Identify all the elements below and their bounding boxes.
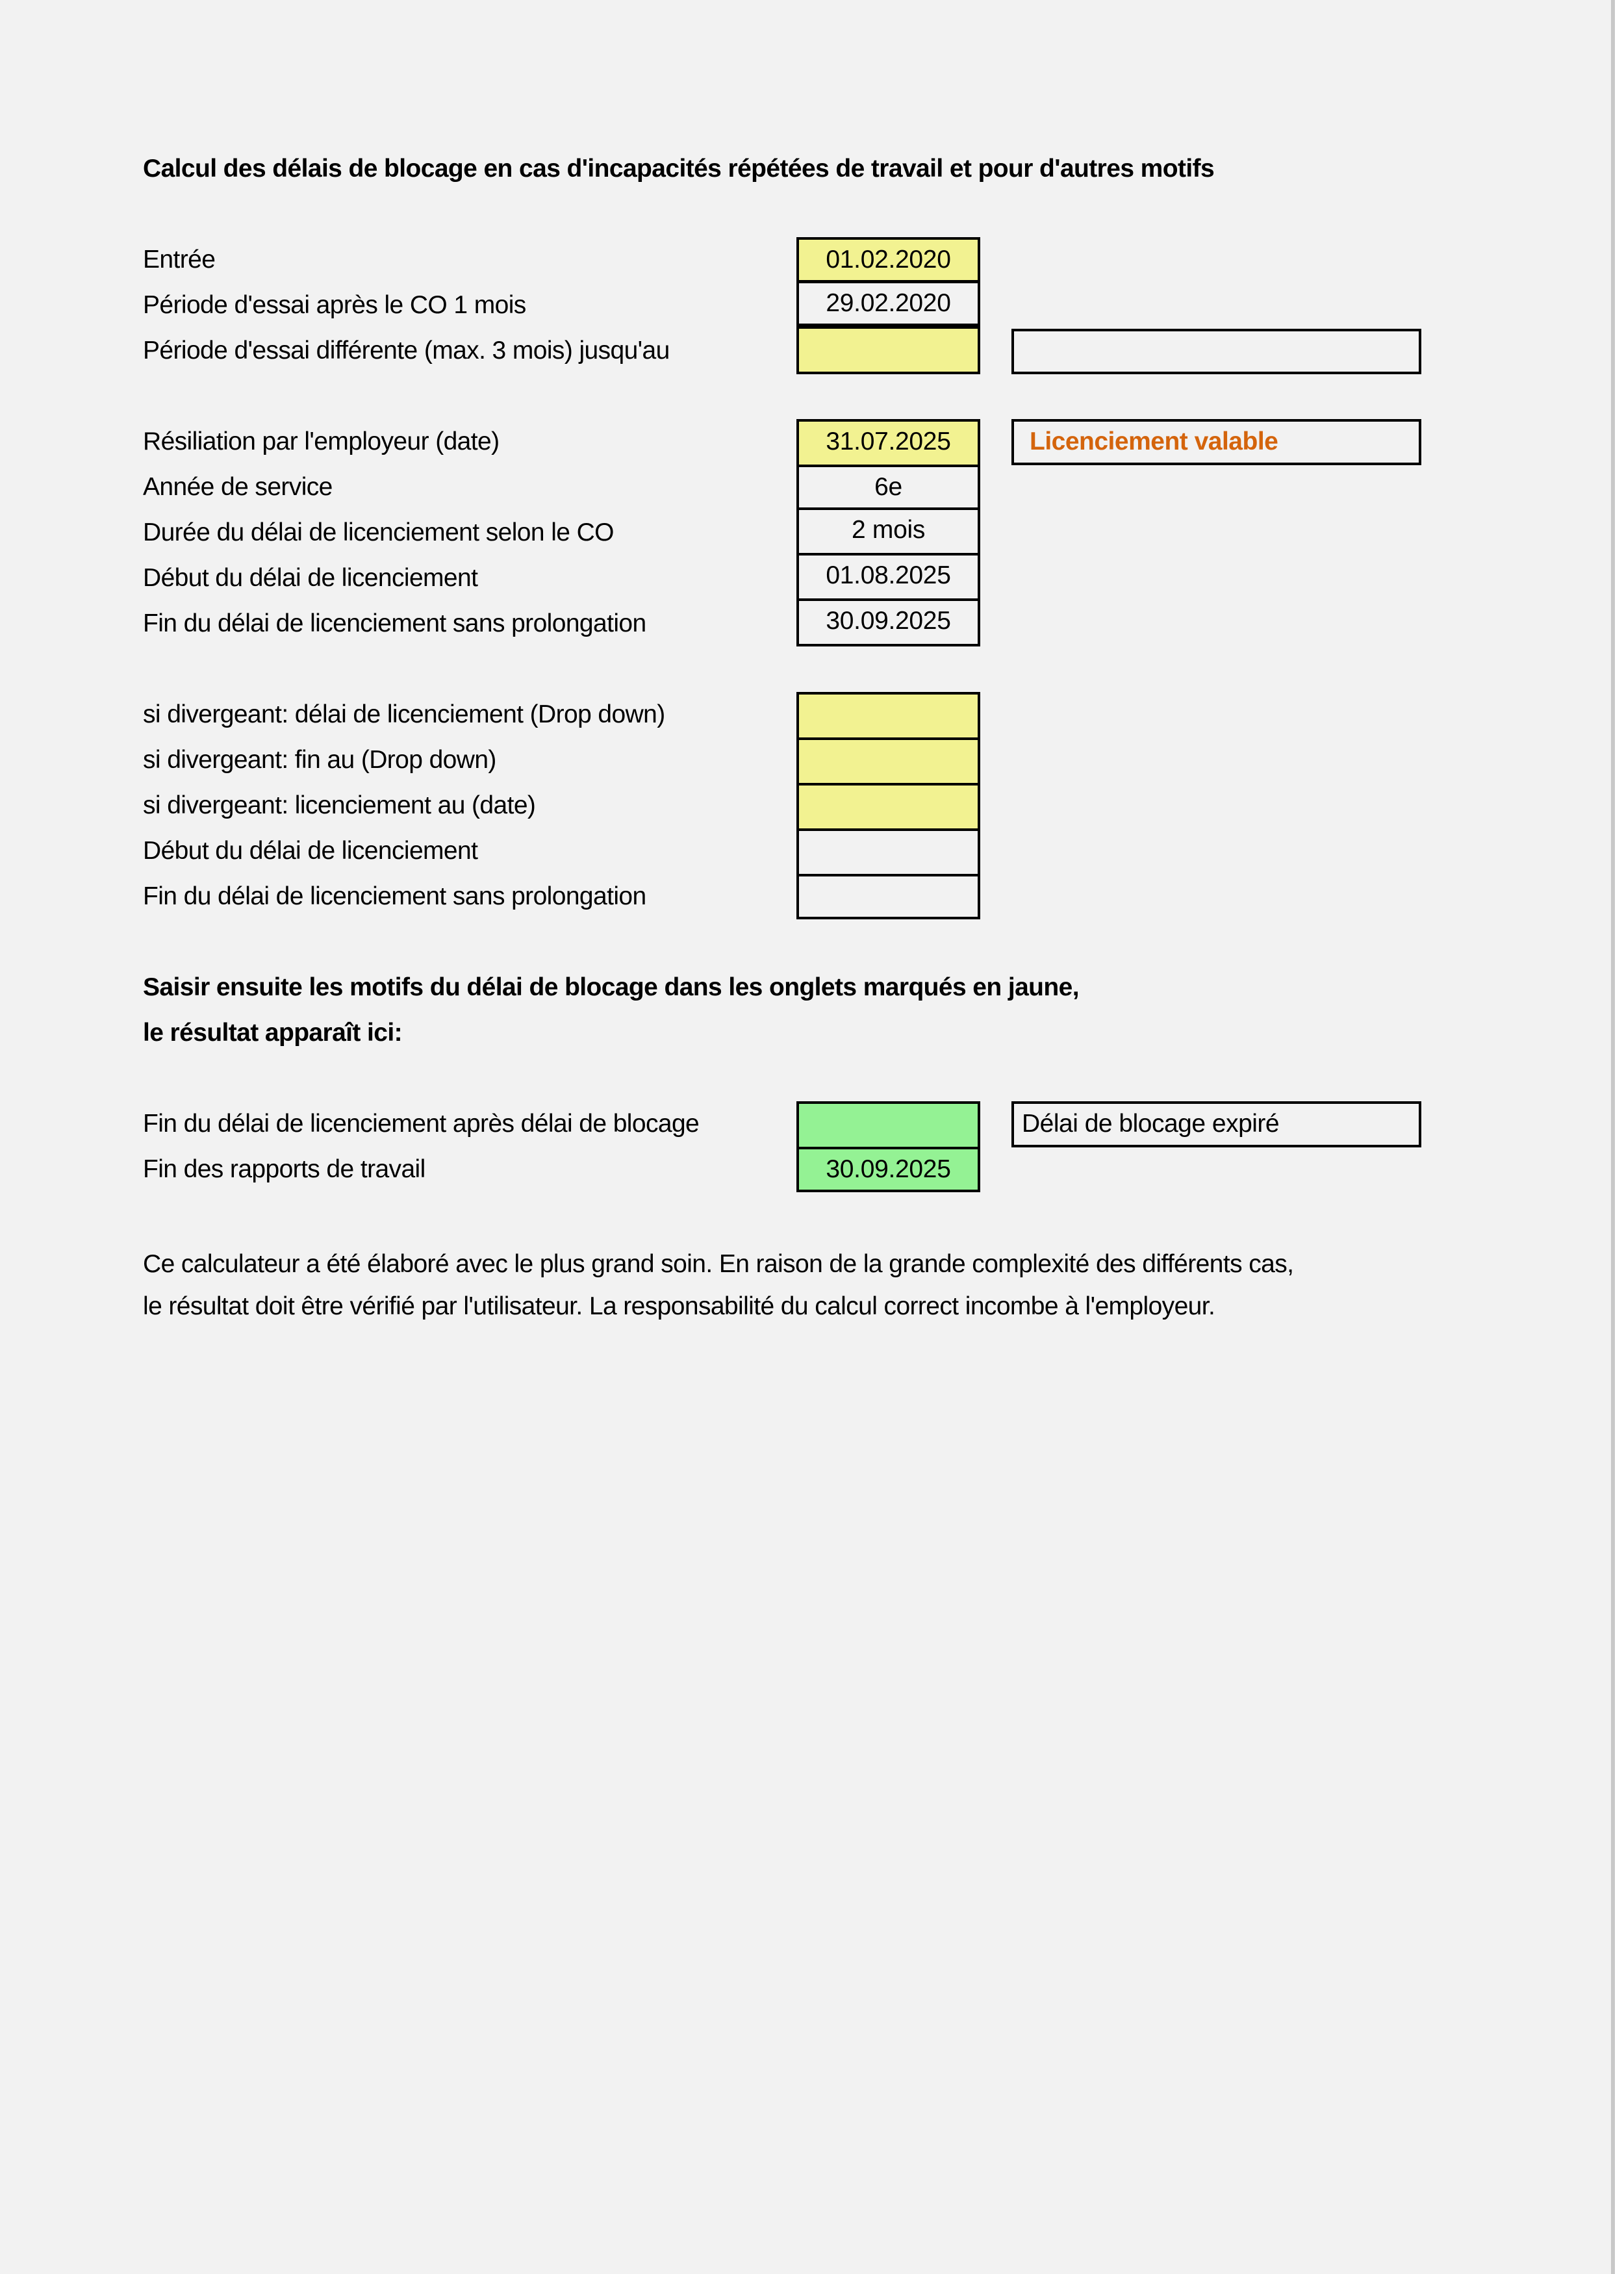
disclaimer-line-1: Ce calculateur a été élaboré avec le plus grand soin. En raison de la grande complexité des différents cas, <box>143 1250 1294 1278</box>
label-notice-start: Début du délai de licenciement <box>143 564 478 592</box>
notice-end-value: 30.09.2025 <box>796 598 980 646</box>
page-title: Calcul des délais de blocage en cas d'incapacités répétées de travail et pour d'autres motifs <box>143 155 1215 183</box>
termination-status: Licenciement valable <box>1011 419 1421 465</box>
notice-end-after-block-value <box>796 1101 980 1149</box>
instruction-line-1: Saisir ensuite les motifs du délai de blocage dans les onglets marqués en jaune, <box>143 973 1079 1001</box>
notice-duration-value: 2 mois <box>796 507 980 556</box>
block-status: Délai de blocage expiré <box>1011 1101 1421 1147</box>
divergent-notice-start-value <box>796 828 980 876</box>
label-trial-period-different: Période d'essai différente (max. 3 mois) jusqu'au <box>143 337 670 364</box>
divergent-notice-dropdown[interactable] <box>796 692 980 740</box>
trial-period-note-box <box>1011 329 1421 374</box>
divergent-notice-end-value <box>796 874 980 919</box>
label-divergent-notice: si divergeant: délai de licenciement (Drop down) <box>143 700 665 728</box>
divergent-termination-date-input[interactable] <box>796 783 980 831</box>
service-year-value: 6e <box>796 465 980 510</box>
label-notice-duration: Durée du délai de licenciement selon le CO <box>143 518 614 546</box>
trial-period-co-value: 29.02.2020 <box>796 281 980 326</box>
label-divergent-termination-date: si divergeant: licenciement au (date) <box>143 791 536 819</box>
label-divergent-notice-end: Fin du délai de licenciement sans prolongation <box>143 882 646 910</box>
page-edge-divider <box>1611 0 1615 2274</box>
entry-date-input[interactable]: 01.02.2020 <box>796 237 980 283</box>
disclaimer-line-2: le résultat doit être vérifié par l'utilisateur. La responsabilité du calcul correct incombe à l'employeur. <box>143 1292 1215 1320</box>
label-employment-end: Fin des rapports de travail <box>143 1155 425 1183</box>
label-termination-date: Résiliation par l'employeur (date) <box>143 428 500 455</box>
label-notice-end: Fin du délai de licenciement sans prolongation <box>143 609 646 637</box>
employment-end-value: 30.09.2025 <box>796 1147 980 1192</box>
instruction-line-2: le résultat apparaît ici: <box>143 1019 402 1047</box>
termination-date-input[interactable]: 31.07.2025 <box>796 419 980 467</box>
notice-start-value: 01.08.2025 <box>796 553 980 601</box>
label-divergent-notice-start: Début du délai de licenciement <box>143 837 478 865</box>
label-entry-date: Entrée <box>143 246 216 274</box>
label-service-year: Année de service <box>143 473 333 501</box>
label-divergent-end: si divergeant: fin au (Drop down) <box>143 746 496 774</box>
label-trial-period-co: Période d'essai après le CO 1 mois <box>143 291 526 319</box>
divergent-end-dropdown[interactable] <box>796 737 980 786</box>
trial-period-different-input[interactable] <box>796 326 980 374</box>
label-notice-end-after-block: Fin du délai de licenciement après délai de blocage <box>143 1110 700 1138</box>
